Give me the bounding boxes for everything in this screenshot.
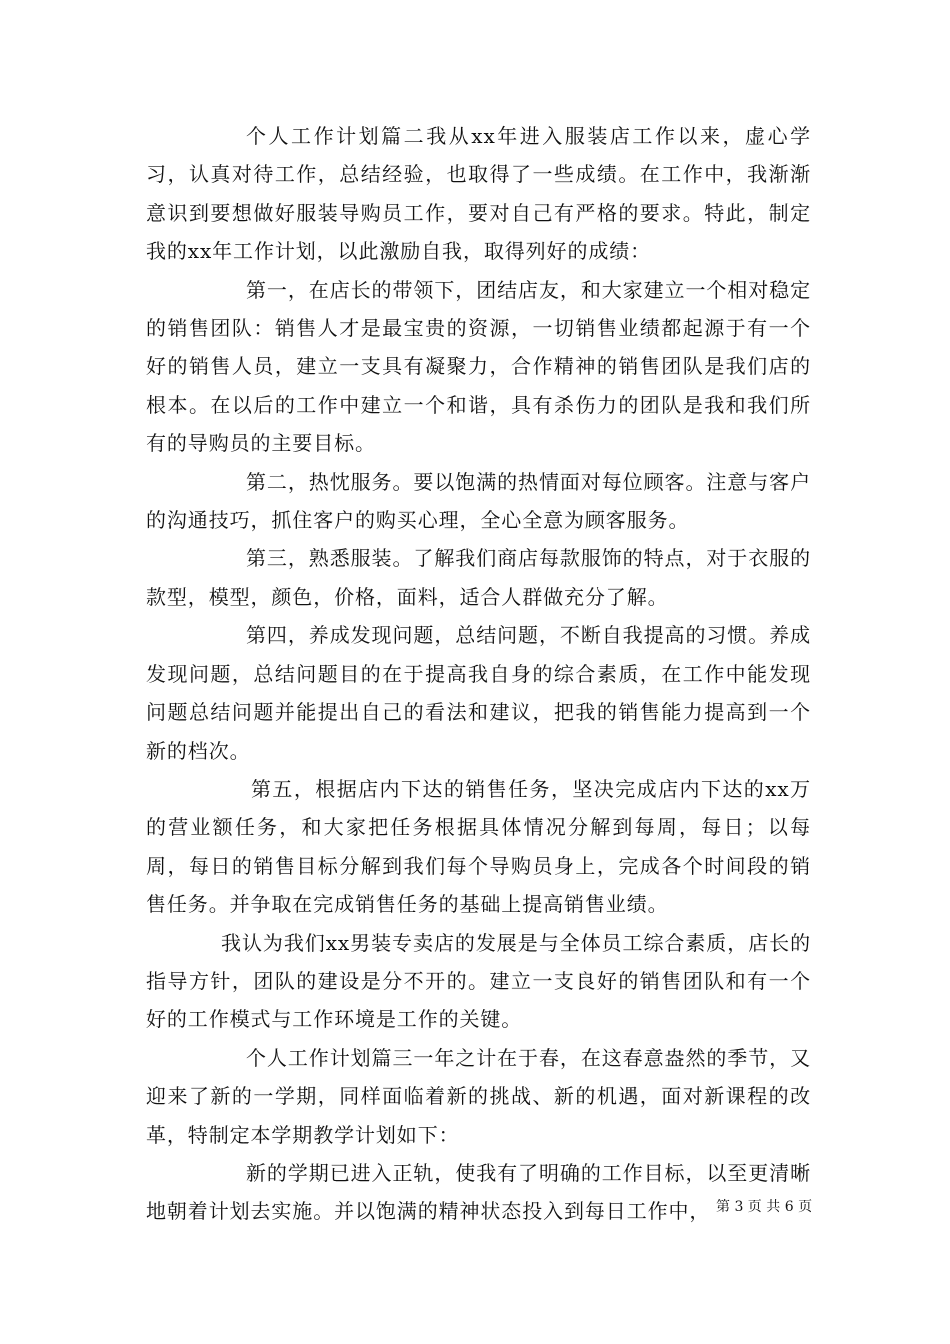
paragraph-plan-three-intro: 个人工作计划篇三一年之计在于春，在这春意盎然的季节，又迎来了新的一学期，同样面临着新的挑战、新的机遇，面对新课程的改革，特制定本学期教学计划如下： <box>146 1045 811 1147</box>
paragraph-plan-two-intro: 个人工作计划篇二我从xx年进入服装店工作以来，虚心学习，认真对待工作，总结经验，也取得了一些成绩。在工作中，我渐渐意识到要想做好服装导购员工作，要对自己有严格的要求。特此，制定我的xx年工作计划，以此激励自我，取得列好的成绩： <box>146 124 811 264</box>
page-number-footer: 第 3 页 共 6 页 <box>716 1199 813 1215</box>
paragraph-fifth-point: 第五，根据店内下达的销售任务，坚决完成店内下达的xx万的营业额任务，和大家把任务根据具体情况分解到每周，每日；以每周，每日的销售目标分解到我们每个导购员身上，完成各个时间段的销售任务。并争取在完成销售任务的基础上提高销售业绩。 <box>146 776 811 917</box>
paragraph-new-semester: 新的学期已进入正轨，使我有了明确的工作目标，以至更清晰地朝着计划去实施。并以饱满的精神状态投入到每日工作中， <box>146 1160 811 1224</box>
document-body <box>146 117 811 1231</box>
paragraph-first-point: 第一，在店长的带领下，团结店友，和大家建立一个相对稳定的销售团队：销售人才是最宝贵的资源，一切销售业绩都起源于有一个好的销售人员，建立一支具有凝聚力，合作精神的销售团队是我们店的根本。在以后的工作中建立一个和谐，具有杀伤力的团队是我和我们所有的导购员的主要目标。 <box>146 277 811 456</box>
paragraph-third-point: 第三，熟悉服装。了解我们商店每款服饰的特点，对于衣服的款型，模型，颜色，价格，面料，适合人群做充分了解。 <box>146 546 811 609</box>
paragraph-second-point: 第二，热忱服务。要以饱满的热情面对每位顾客。注意与客户的沟通技巧，抓住客户的购买心理，全心全意为顾客服务。 <box>146 469 811 533</box>
paragraph-fourth-point: 第四，养成发现问题，总结问题，不断自我提高的习惯。养成发现问题，总结问题目的在于提高我自身的综合素质，在工作中能发现问题总结问题并能提出自己的看法和建议，把我的销售能力提高到一个新的档次。 <box>146 623 811 763</box>
paragraph-store-development: 我认为我们xx男装专卖店的发展是与全体员工综合素质，店长的指导方针，团队的建设是分不开的。建立一支良好的销售团队和有一个好的工作模式与工作环境是工作的关键。 <box>146 930 811 1032</box>
